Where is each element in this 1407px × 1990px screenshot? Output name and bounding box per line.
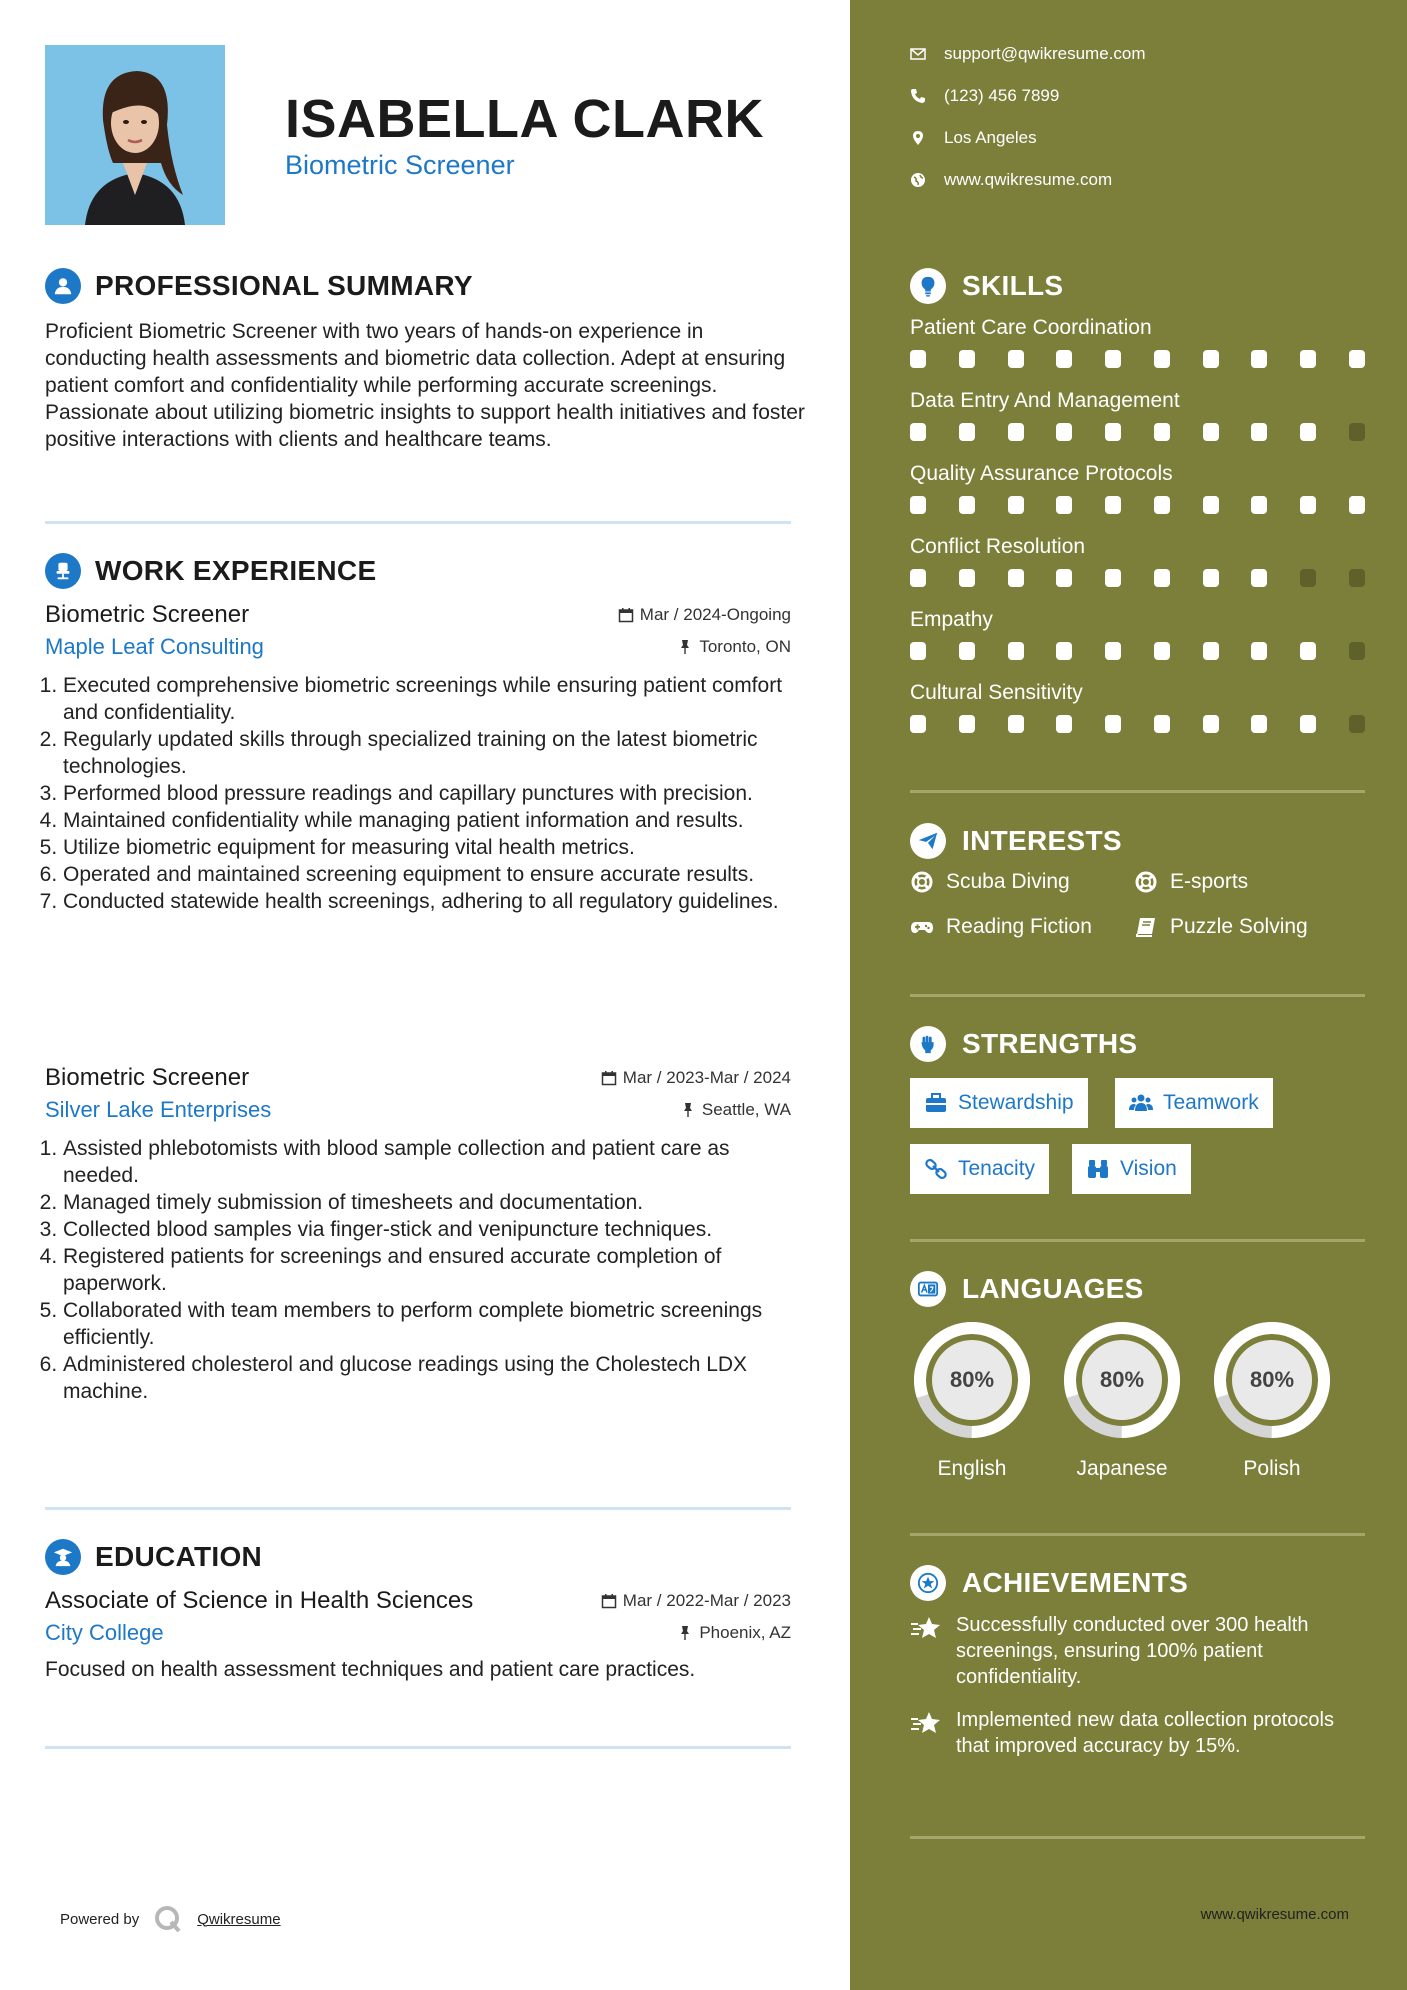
section-divider xyxy=(45,521,791,524)
achievement-item xyxy=(910,1612,1365,1690)
rating-dot-filled xyxy=(910,350,926,368)
skill-item xyxy=(910,316,1365,368)
strength-label: Teamwork xyxy=(1163,1091,1259,1114)
calendar-icon xyxy=(601,1593,617,1609)
rating-dot-filled xyxy=(1251,496,1267,514)
languages-title: LANGUAGES xyxy=(962,1273,1144,1304)
rating-dot-filled xyxy=(1056,569,1072,587)
job-date-text: Mar / 2024-Ongoing xyxy=(639,605,791,624)
rating-dot-filled xyxy=(1203,496,1219,514)
skill-item xyxy=(910,535,1365,587)
rating-dot-filled xyxy=(910,642,926,660)
skill-rating xyxy=(910,642,1365,660)
job-bullet: 7. Conducted statewide health screenings, adhering to all regulatory guidelines. xyxy=(63,888,791,915)
rating-dot-filled xyxy=(1154,496,1170,514)
candidate-name: ISABELLA CLARK xyxy=(285,89,764,149)
users-icon xyxy=(1129,1091,1153,1115)
section-divider xyxy=(910,1239,1365,1242)
fist-icon xyxy=(910,1026,946,1062)
strength-label: Tenacity xyxy=(958,1157,1036,1180)
education-location xyxy=(677,1623,791,1643)
interest-label: Reading Fiction xyxy=(946,915,1092,938)
interest-label: Scuba Diving xyxy=(946,870,1070,893)
strength-badge xyxy=(1072,1144,1191,1194)
strength-label: Stewardship xyxy=(958,1091,1074,1114)
rating-dot-filled xyxy=(959,715,975,733)
education-heading xyxy=(45,1539,262,1575)
section-divider xyxy=(45,1746,791,1749)
skill-name: Conflict Resolution xyxy=(910,535,1086,558)
skill-name: Quality Assurance Protocols xyxy=(910,462,1173,485)
language-percent: 80% xyxy=(1099,1367,1145,1392)
interest-item xyxy=(910,870,1070,894)
section-divider xyxy=(910,790,1365,793)
education-title: EDUCATION xyxy=(95,1541,263,1572)
job-bullet: 6. Operated and maintained screening equipment to ensure accurate results. xyxy=(63,861,791,888)
language-percent: 80% xyxy=(1249,1367,1295,1392)
globe-icon xyxy=(910,172,926,188)
job-date-text: Mar / 2023-Mar / 2024 xyxy=(622,1068,791,1087)
language-progress-ring xyxy=(910,1318,1034,1442)
interest-label: Puzzle Solving xyxy=(1170,915,1308,938)
rating-dot-filled xyxy=(1008,642,1024,660)
gamepad-icon xyxy=(910,915,934,939)
rating-dot-filled xyxy=(1203,423,1219,441)
rating-dot-filled xyxy=(1105,350,1121,368)
section-divider xyxy=(910,1836,1365,1839)
rating-dot-filled xyxy=(1008,423,1024,441)
rating-dot-filled xyxy=(1056,423,1072,441)
skill-item xyxy=(910,681,1365,733)
skills-heading xyxy=(910,268,1063,304)
achievements-heading xyxy=(910,1565,1188,1601)
summary-text: Proficient Biometric Screener with two years of hands-on experience in conducting health assessments and biometric data collection. Adept at ensuring patient comfort and confidentiality while performing accurate screenings. Passionate about utilizing biometric insights to support health initiatives and foster positive interactions with clients and healthcare teams. xyxy=(45,320,805,451)
rating-dot-empty xyxy=(1349,642,1365,660)
rating-dot-filled xyxy=(1056,496,1072,514)
school-name: City College xyxy=(45,1620,164,1645)
skill-rating xyxy=(910,569,1365,587)
rating-dot-filled xyxy=(1008,569,1024,587)
contact-website[interactable] xyxy=(910,170,1112,190)
interests-title: INTERESTS xyxy=(962,825,1122,856)
language-percent: 80% xyxy=(949,1367,995,1392)
calendar-icon xyxy=(601,1070,617,1086)
section-divider xyxy=(910,1533,1365,1536)
skill-rating xyxy=(910,496,1365,514)
rating-dot-filled xyxy=(1154,642,1170,660)
skill-rating xyxy=(910,423,1365,441)
rating-dot-filled xyxy=(1203,350,1219,368)
rating-dot-filled xyxy=(959,350,975,368)
powered-by xyxy=(60,1904,281,1934)
rating-dot-filled xyxy=(1154,350,1170,368)
skill-name: Cultural Sensitivity xyxy=(910,681,1083,704)
rating-dot-filled xyxy=(1105,423,1121,441)
rating-dot-filled xyxy=(910,423,926,441)
shooting-star-icon xyxy=(910,1709,942,1737)
summary-title: PROFESSIONAL SUMMARY xyxy=(95,270,473,301)
achievement-item xyxy=(910,1707,1365,1759)
contact-email[interactable] xyxy=(910,44,1146,64)
website-text: www.qwikresume.com xyxy=(944,170,1113,189)
language-item xyxy=(1210,1318,1334,1481)
job-location xyxy=(677,637,791,657)
job-bullet: 5. Utilize biometric equipment for measuring vital health metrics. xyxy=(63,834,791,861)
education-description: Focused on health assessment techniques and patient care practices. xyxy=(45,1658,696,1681)
job-bullet: 3. Collected blood samples via finger-stick and venipuncture techniques. xyxy=(63,1216,791,1243)
job-location-text: Seattle, WA xyxy=(701,1100,791,1119)
strength-badge xyxy=(1115,1078,1273,1128)
section-divider xyxy=(45,1507,791,1510)
skill-item xyxy=(910,608,1365,660)
book-icon xyxy=(1134,915,1158,939)
qwikresume-link[interactable]: Qwikresume xyxy=(197,1910,281,1928)
rating-dot-filled xyxy=(910,569,926,587)
briefcase-icon xyxy=(924,1091,948,1115)
interest-item xyxy=(910,915,1092,939)
rating-dot-filled xyxy=(1008,715,1024,733)
rating-dot-filled xyxy=(1300,350,1316,368)
skill-name: Patient Care Coordination xyxy=(910,316,1152,339)
section-divider xyxy=(910,994,1365,997)
rating-dot-empty xyxy=(1349,423,1365,441)
education-date-text: Mar / 2022-Mar / 2023 xyxy=(622,1591,791,1610)
degree-title: Associate of Science in Health Sciences xyxy=(45,1587,474,1614)
job-bullet: 4. Maintained confidentiality while managing patient information and results. xyxy=(63,807,791,834)
rating-dot-filled xyxy=(1349,496,1365,514)
rating-dot-filled xyxy=(1105,569,1121,587)
rating-dot-filled xyxy=(1251,715,1267,733)
profile-photo xyxy=(45,45,225,225)
sidebar xyxy=(850,0,1407,1990)
rating-dot-filled xyxy=(1251,642,1267,660)
rating-dot-filled xyxy=(959,496,975,514)
skill-name: Empathy xyxy=(910,608,993,631)
language-name: Japanese xyxy=(1076,1457,1168,1480)
job-bullet: 5. Collaborated with team members to perform complete biometric screenings efficiently. xyxy=(63,1297,791,1351)
language-item xyxy=(910,1318,1034,1481)
calendar-icon xyxy=(618,607,634,623)
job-date xyxy=(601,1068,791,1088)
rating-dot-filled xyxy=(959,642,975,660)
lifebuoy-icon xyxy=(1134,870,1158,894)
phone-icon xyxy=(910,88,926,104)
pin-icon xyxy=(680,1102,696,1118)
skill-item xyxy=(910,389,1365,441)
rating-dot-filled xyxy=(1154,423,1170,441)
envelope-icon xyxy=(910,46,926,62)
graduate-icon xyxy=(45,1539,81,1575)
language-progress-ring xyxy=(1060,1318,1184,1442)
rating-dot-filled xyxy=(1251,569,1267,587)
email-text: support@qwikresume.com xyxy=(944,44,1146,63)
job-location xyxy=(680,1100,791,1120)
pin-icon xyxy=(677,1625,693,1641)
location-text: Los Angeles xyxy=(944,128,1037,147)
job-bullet: 2. Managed timely submission of timesheets and documentation. xyxy=(63,1189,791,1216)
rating-dot-filled xyxy=(1203,642,1219,660)
education-location-text: Phoenix, AZ xyxy=(699,1623,791,1642)
qwikresume-logo-icon xyxy=(153,1904,183,1934)
contact-phone[interactable] xyxy=(910,86,1059,106)
strengths-title: STRENGTHS xyxy=(962,1028,1138,1059)
summary-heading xyxy=(45,268,473,304)
interest-item xyxy=(1134,870,1248,894)
rating-dot-filled xyxy=(959,569,975,587)
experience-heading xyxy=(45,553,376,589)
job-title: Biometric Screener xyxy=(45,1064,250,1091)
languages-heading xyxy=(910,1271,1144,1307)
map-marker-icon xyxy=(910,130,926,146)
rating-dot-filled xyxy=(1300,715,1316,733)
job-bullet: 4. Registered patients for screenings and ensured accurate completion of paperwork. xyxy=(63,1243,791,1297)
rating-dot-filled xyxy=(1349,350,1365,368)
rating-dot-filled xyxy=(910,715,926,733)
job-bullet: 1. Assisted phlebotomists with blood sample collection and patient care as needed. xyxy=(63,1135,791,1189)
rating-dot-filled xyxy=(1056,350,1072,368)
rating-dot-filled xyxy=(1056,715,1072,733)
rating-dot-filled xyxy=(1105,715,1121,733)
rating-dot-filled xyxy=(1105,642,1121,660)
rating-dot-empty xyxy=(1349,715,1365,733)
shooting-star-icon xyxy=(910,1614,942,1642)
education-entry xyxy=(45,1586,791,1682)
binoculars-icon xyxy=(1086,1157,1110,1181)
company-name: Silver Lake Enterprises xyxy=(45,1097,272,1122)
strength-badge xyxy=(910,1144,1049,1194)
rating-dot-filled xyxy=(1300,496,1316,514)
achievement-text: Implemented new data collection protocols that improved accuracy by 15%. xyxy=(956,1709,1334,1757)
job-bullets xyxy=(45,672,791,915)
language-item xyxy=(1060,1318,1184,1481)
chair-icon xyxy=(45,553,81,589)
job-entry xyxy=(45,600,791,915)
rating-dot-filled xyxy=(1251,350,1267,368)
job-title: Biometric Screener xyxy=(45,601,250,628)
strengths-heading xyxy=(910,1026,1137,1062)
rating-dot-filled xyxy=(1056,642,1072,660)
lifebuoy-icon xyxy=(910,870,934,894)
paper-plane-icon xyxy=(910,823,946,859)
interests-heading xyxy=(910,823,1122,859)
rating-dot-filled xyxy=(1300,642,1316,660)
company-name: Maple Leaf Consulting xyxy=(45,634,264,659)
rating-dot-filled xyxy=(1008,496,1024,514)
powered-by-label: Powered by xyxy=(60,1910,140,1928)
rating-dot-filled xyxy=(910,496,926,514)
strength-label: Vision xyxy=(1120,1157,1177,1180)
rating-dot-empty xyxy=(1300,569,1316,587)
job-bullet: 6. Administered cholesterol and glucose readings using the Cholestech LDX machine. xyxy=(63,1351,791,1405)
rating-dot-filled xyxy=(1154,715,1170,733)
contact-location xyxy=(910,128,1037,148)
pin-icon xyxy=(677,639,693,655)
job-date xyxy=(618,605,791,625)
star-badge-icon xyxy=(910,1565,946,1601)
achievement-text: Successfully conducted over 300 health screenings, ensuring 100% patient confidentiality. xyxy=(956,1614,1309,1688)
user-icon xyxy=(45,268,81,304)
rating-dot-filled xyxy=(1008,350,1024,368)
rating-dot-filled xyxy=(1105,496,1121,514)
candidate-role: Biometric Screener xyxy=(285,150,515,180)
interest-item xyxy=(1134,915,1308,939)
rating-dot-empty xyxy=(1349,569,1365,587)
job-bullet: 2. Regularly updated skills through specialized training on the latest biometric technologies. xyxy=(63,726,791,780)
interest-label: E-sports xyxy=(1170,870,1249,893)
skill-rating xyxy=(910,350,1365,368)
job-location-text: Toronto, ON xyxy=(699,637,791,656)
achievements-title: ACHIEVEMENTS xyxy=(962,1567,1189,1598)
language-name: English xyxy=(937,1457,1007,1480)
job-bullet: 3. Performed blood pressure readings and capillary punctures with precision. xyxy=(63,780,791,807)
rating-dot-filled xyxy=(1203,715,1219,733)
translate-icon xyxy=(910,1271,946,1307)
experience-title: WORK EXPERIENCE xyxy=(95,555,377,586)
skill-item xyxy=(910,462,1365,514)
job-entry xyxy=(45,1063,791,1405)
rating-dot-filled xyxy=(1251,423,1267,441)
rating-dot-filled xyxy=(1203,569,1219,587)
phone-text: (123) 456 7899 xyxy=(944,86,1060,105)
link-icon xyxy=(924,1157,948,1181)
rating-dot-filled xyxy=(1300,423,1316,441)
language-progress-ring xyxy=(1210,1318,1334,1442)
footer-website[interactable]: www.qwikresume.com xyxy=(1200,1906,1349,1923)
job-bullet: 1. Executed comprehensive biometric screenings while ensuring patient comfort and confidentiality. xyxy=(63,672,791,726)
skills-title: SKILLS xyxy=(962,270,1064,301)
rating-dot-filled xyxy=(1154,569,1170,587)
skill-name: Data Entry And Management xyxy=(910,389,1180,412)
education-date xyxy=(601,1591,791,1611)
strength-badge xyxy=(910,1078,1088,1128)
skill-rating xyxy=(910,715,1365,733)
rating-dot-filled xyxy=(959,423,975,441)
job-bullets xyxy=(45,1135,791,1405)
lightbulb-icon xyxy=(910,268,946,304)
language-name: Polish xyxy=(1243,1457,1301,1480)
